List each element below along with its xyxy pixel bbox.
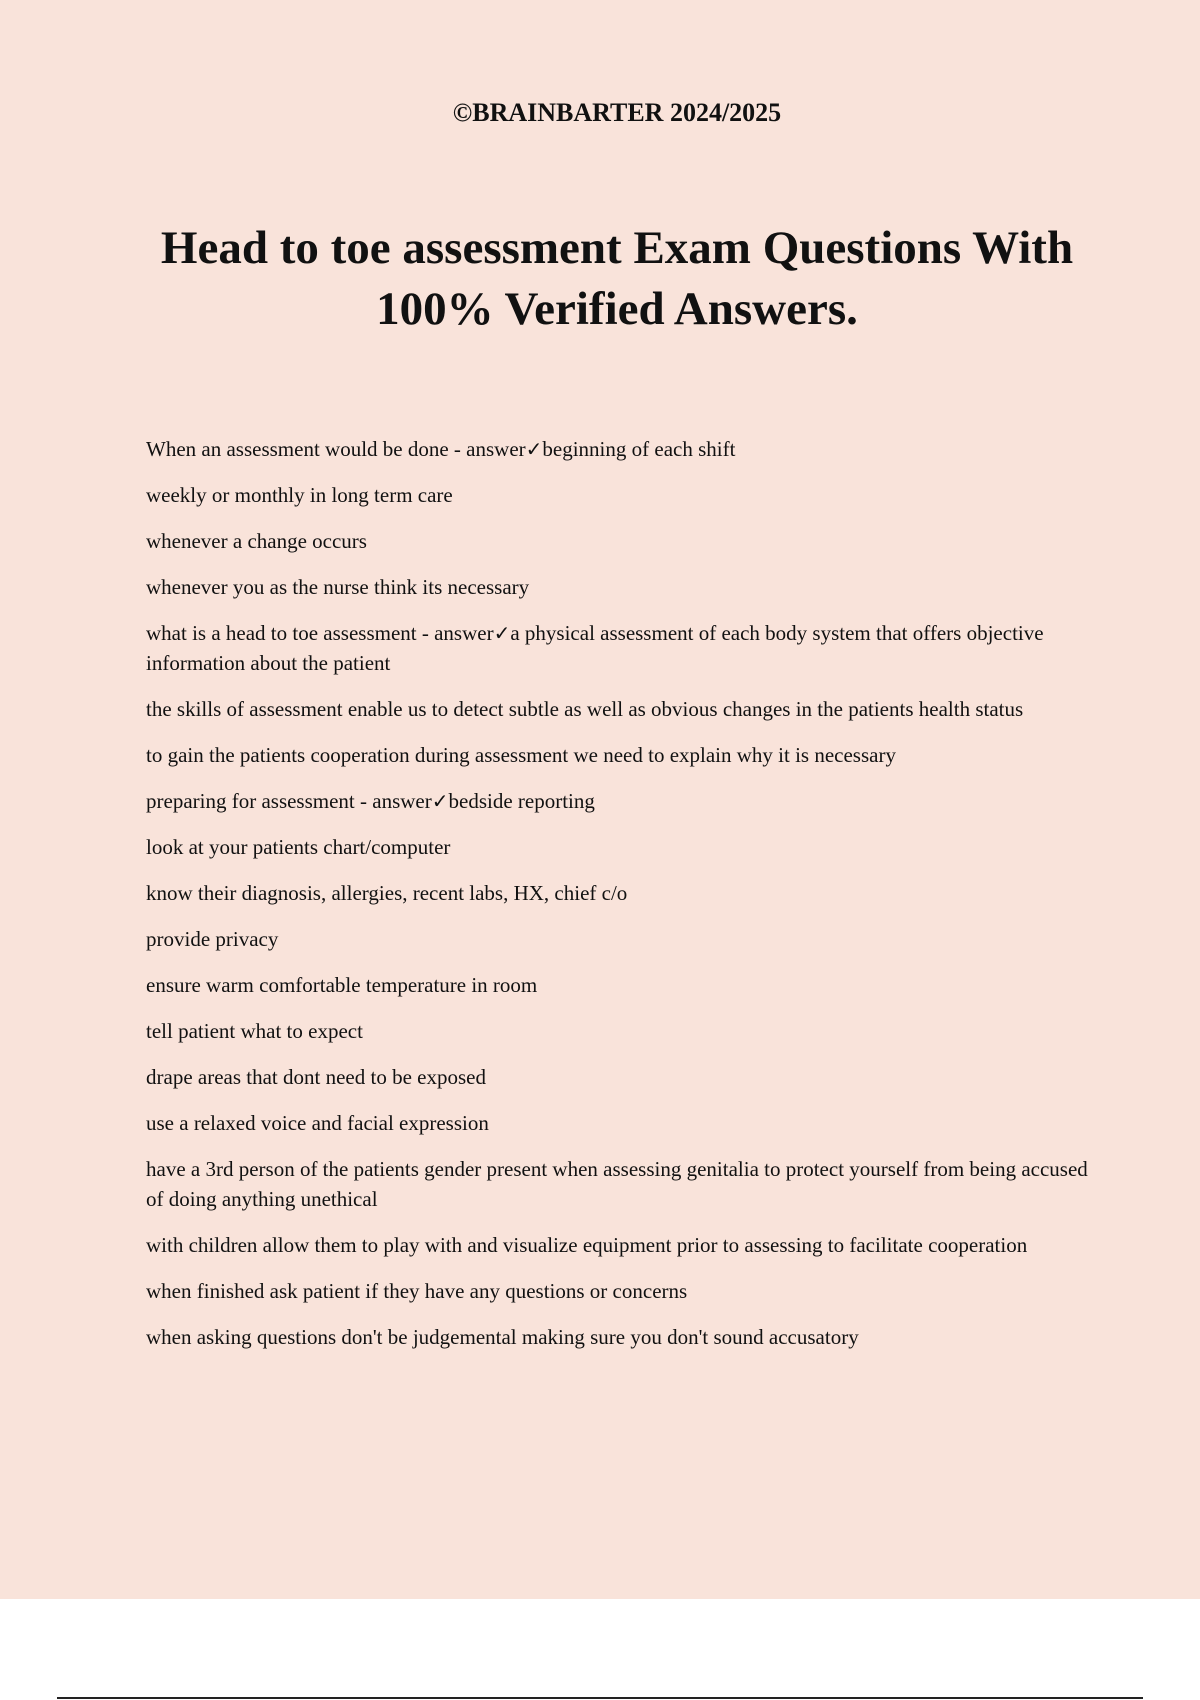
footer-divider (57, 1697, 1143, 1699)
text-item: to gain the patients cooperation during assessment we need to explain why it is necessary (146, 743, 896, 767)
text-item: drape areas that dont need to be exposed (146, 1065, 486, 1089)
answer-text: bedside reporting (448, 789, 595, 813)
question-text: what is a head to toe assessment - answer (146, 621, 494, 645)
text-item: the skills of assessment enable us to detect subtle as well as obvious changes in the patients health status (146, 697, 1024, 721)
qa-item (146, 434, 1096, 464)
copyright-header: ©BRAINBARTER 2024/2025 (452, 98, 782, 127)
question-text: preparing for assessment - answer (146, 789, 432, 813)
answer-text: beginning of each shift (542, 437, 736, 461)
text-item: when asking questions don't be judgemental making sure you don't sound accusatory (146, 1325, 859, 1349)
text-item: use a relaxed voice and facial expression (146, 1111, 489, 1135)
checkmark-icon: ✓ (525, 437, 543, 461)
answer-text: a physical assessment of each body system that offers objective information about the patient (146, 621, 1044, 675)
checkmark-icon: ✓ (493, 621, 511, 645)
text-item: whenever a change occurs (146, 529, 367, 553)
qa-content (146, 434, 1096, 1368)
question-text: When an assessment would be done - answer (146, 437, 526, 461)
text-item: tell patient what to expect (146, 1019, 363, 1043)
text-item: ensure warm comfortable temperature in room (146, 973, 538, 997)
text-item: weekly or monthly in long term care (146, 483, 453, 507)
text-item: when finished ask patient if they have any questions or concerns (146, 1279, 688, 1303)
text-item: have a 3rd person of the patients gender present when assessing genitalia to protect yourself from being accused of doing anything unethical (146, 1157, 1088, 1211)
checkmark-icon: ✓ (431, 789, 449, 813)
text-item: look at your patients chart/computer (146, 835, 451, 859)
qa-item (146, 786, 1096, 816)
text-item: provide privacy (146, 927, 279, 951)
qa-item (146, 618, 1096, 678)
text-item: whenever you as the nurse think its necessary (146, 575, 530, 599)
document-title: Head to toe assessment Exam Questions With 100% Verified Answers. (160, 222, 1074, 335)
text-item: with children allow them to play with and visualize equipment prior to assessing to facilitate cooperation (146, 1233, 1028, 1257)
text-item: know their diagnosis, allergies, recent labs, HX, chief c/o (146, 881, 628, 905)
